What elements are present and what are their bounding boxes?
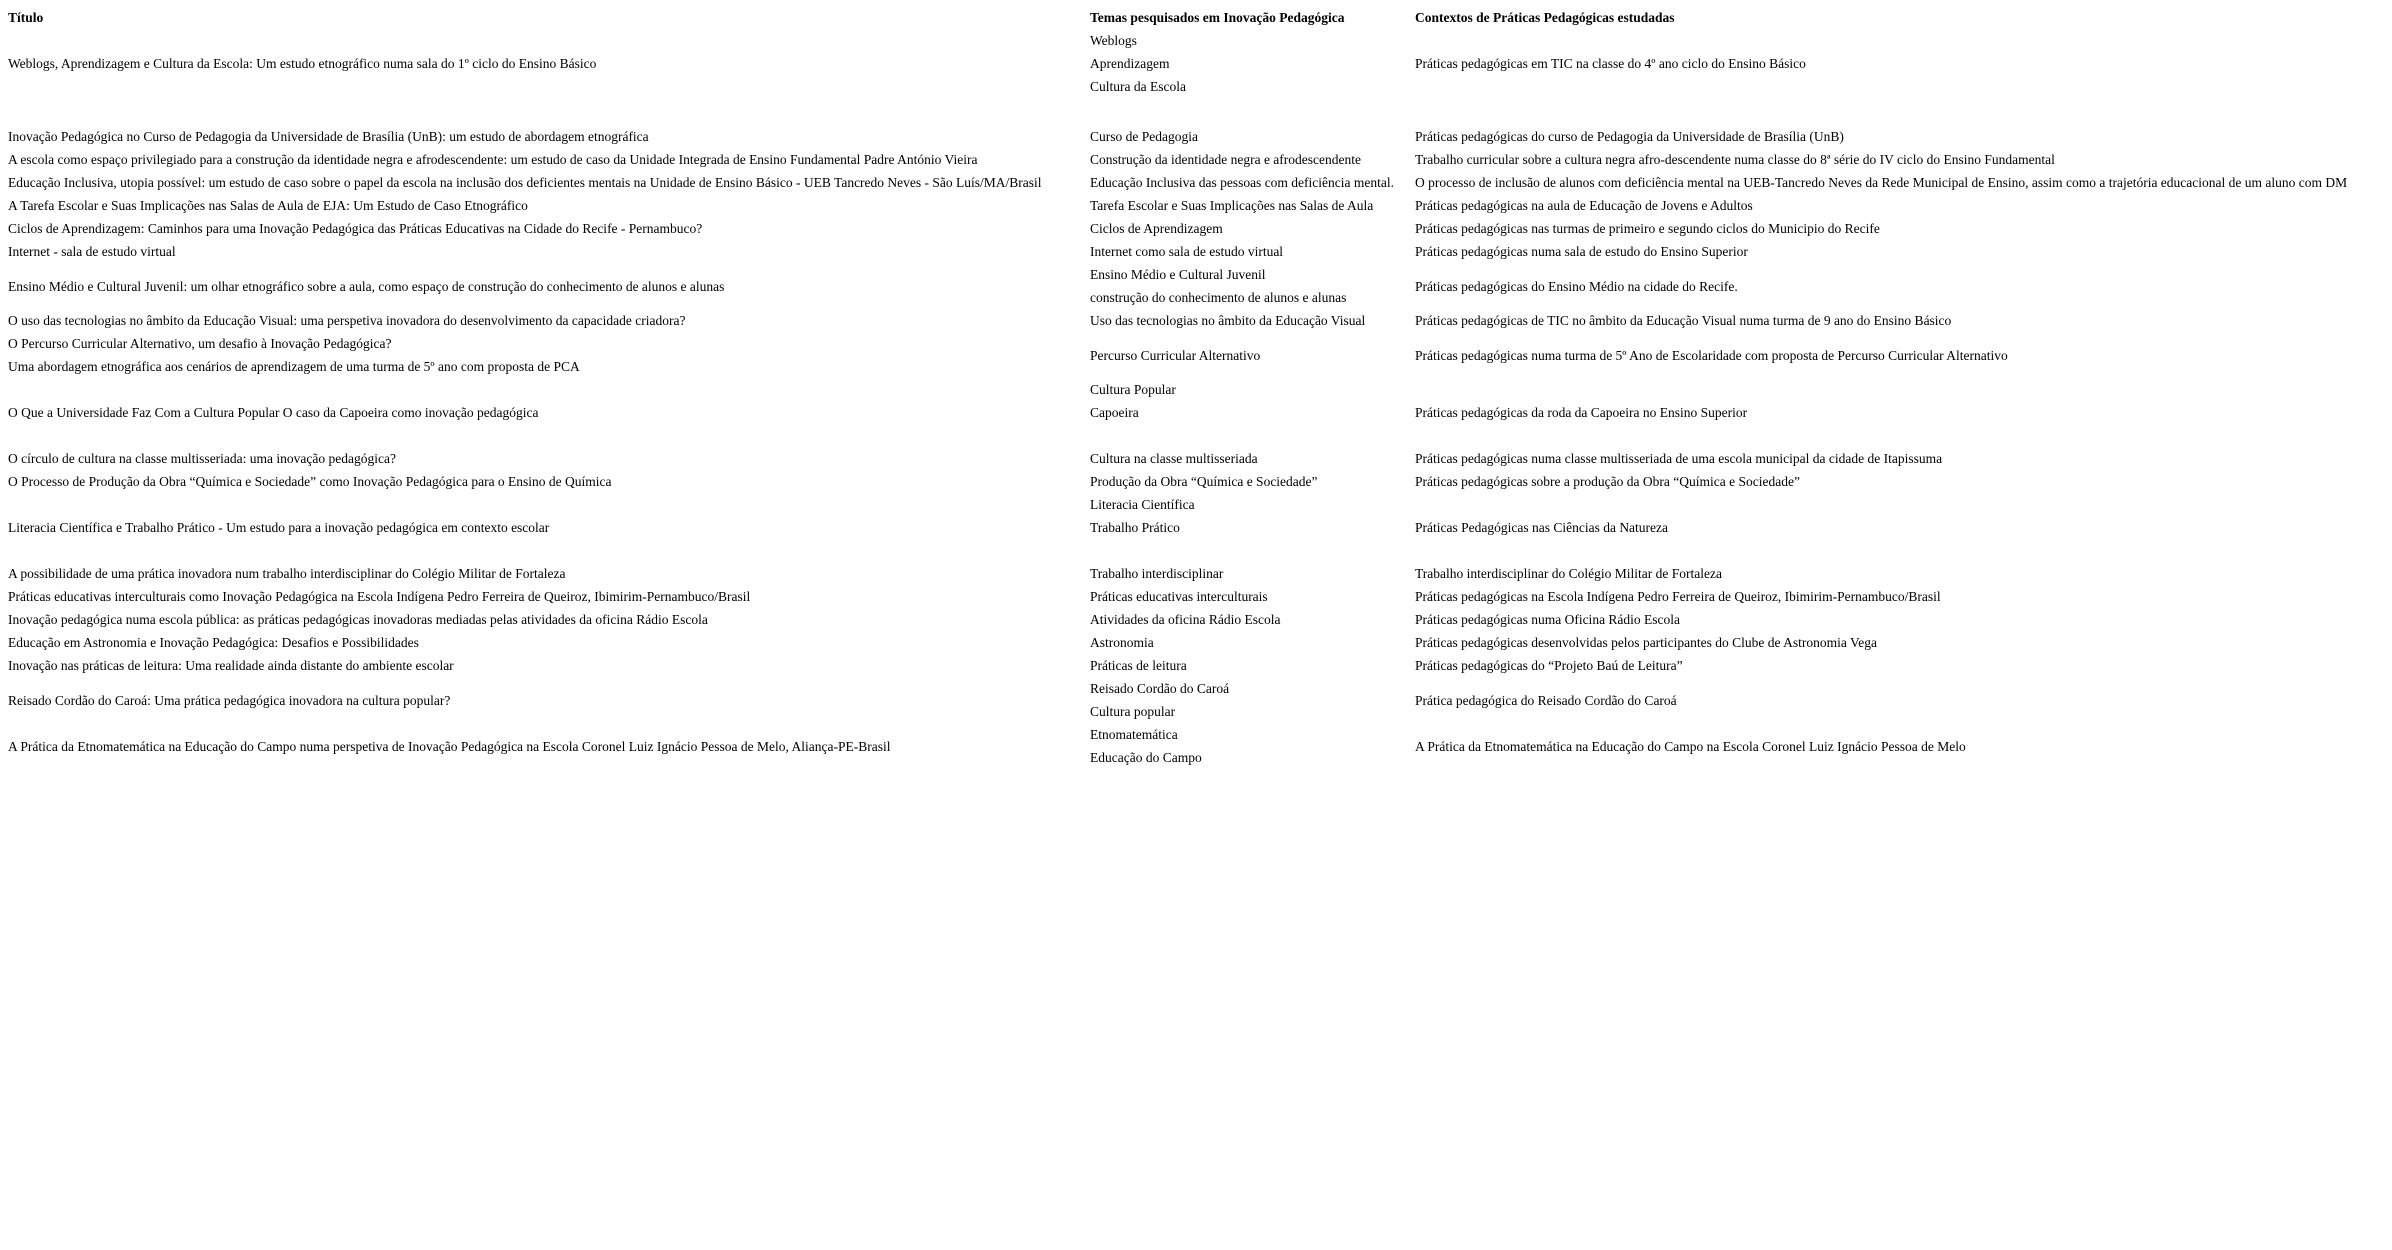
- cell-temas: [1082, 309, 1407, 332]
- cell-temas: [1082, 332, 1407, 378]
- cell-contextos: [1407, 29, 2392, 98]
- cell-contextos: [1407, 378, 2392, 424]
- cell-titulo: [0, 493, 1082, 539]
- cell-line: Cultura Popular: [1090, 382, 1176, 397]
- header-row: [0, 6, 2392, 29]
- cell-line: Práticas educativas interculturais: [1090, 589, 1268, 604]
- cell-line: O processo de inclusão de alunos com deficiência mental na UEB-Tancredo Neves da Rede Municipal de Ensino, assim como a trajetória educacional de um aluno com DM: [1415, 175, 2348, 190]
- cell-line: Uso das tecnologias no âmbito da Educação Visual: [1090, 313, 1366, 328]
- cell-temas: [1082, 539, 1407, 585]
- cell-line: Weblogs, Aprendizagem e Cultura da Escola: Um estudo etnográfico numa sala do 1º ciclo do Ensino Básico: [8, 56, 597, 71]
- table-row: [0, 654, 2392, 677]
- cell-line: O uso das tecnologias no âmbito da Educação Visual: uma perspetiva inovadora do desenvolvimento da capacidade criadora?: [8, 313, 686, 328]
- cell-line: A Tarefa Escolar e Suas Implicações nas Salas de Aula de EJA: Um Estudo de Caso Etnográfico: [8, 198, 528, 213]
- cell-line: Educação em Astronomia e Inovação Pedagógica: Desafios e Possibilidades: [8, 635, 419, 650]
- cell-line: Práticas Pedagógicas nas Ciências da Natureza: [1415, 520, 1669, 535]
- cell-line: Ensino Médio e Cultural Juvenil: um olhar etnográfico sobre a aula, como espaço de construção do conhecimento de alunos e alunas: [8, 278, 725, 294]
- cell-line: Astronomia: [1090, 635, 1154, 650]
- cell-line: Reisado Cordão do Caroá: Uma prática pedagógica inovadora na cultura popular?: [8, 692, 451, 708]
- cell-line: Cultura na classe multisseriada: [1090, 451, 1258, 466]
- table-row: [0, 148, 2392, 171]
- cell-temas: [1082, 263, 1407, 309]
- column-header-temas: Temas pesquisados em Inovação Pedagógica: [1090, 10, 1345, 25]
- table-row: [0, 240, 2392, 263]
- cell-line: Literacia Científica: [1090, 497, 1195, 512]
- cell-titulo: [0, 332, 1082, 378]
- cell-temas: [1082, 171, 1407, 194]
- cell-titulo: [0, 608, 1082, 631]
- cell-contextos: [1407, 217, 2392, 240]
- cell-titulo: [0, 240, 1082, 263]
- cell-temas: [1082, 493, 1407, 539]
- cell-line: Capoeira: [1090, 405, 1139, 420]
- cell-temas: [1082, 424, 1407, 470]
- cell-temas: [1082, 240, 1407, 263]
- cell-line: Práticas pedagógicas sobre a produção da Obra “Química e Sociedade”: [1415, 474, 1800, 489]
- cell-contextos: [1407, 677, 2392, 723]
- cell-temas: [1082, 378, 1407, 424]
- cell-contextos: [1407, 309, 2392, 332]
- table-row: [0, 217, 2392, 240]
- cell-line: Ensino Médio e Cultural Juvenil: [1090, 267, 1266, 282]
- cell-titulo: [0, 631, 1082, 654]
- cell-titulo: [0, 148, 1082, 171]
- cell-line: Práticas pedagógicas numa Oficina Rádio Escola: [1415, 612, 1681, 627]
- cell-contextos: [1407, 240, 2392, 263]
- cell-line: Práticas pedagógicas do curso de Pedagogia da Universidade de Brasília (UnB): [1415, 129, 1844, 144]
- cell-titulo: [0, 677, 1082, 723]
- cell-line: O Processo de Produção da Obra “Química e Sociedade” como Inovação Pedagógica para o Ensino de Química: [8, 474, 612, 489]
- cell-line: Práticas de leitura: [1090, 658, 1187, 673]
- cell-line: Práticas pedagógicas numa turma de 5º Ano de Escolaridade com proposta de Percurso Curricular Alternativo: [1415, 347, 2008, 363]
- table-body: [0, 29, 2392, 769]
- cell-line: Internet como sala de estudo virtual: [1090, 244, 1284, 259]
- studies-table: [0, 6, 2392, 769]
- cell-line: Práticas pedagógicas do Ensino Médio na cidade do Recife.: [1415, 278, 1738, 294]
- cell-line: O Que a Universidade Faz Com a Cultura Popular O caso da Capoeira como inovação pedagógica: [8, 405, 539, 420]
- cell-line: Práticas pedagógicas na aula de Educação de Jovens e Adultos: [1415, 198, 1753, 213]
- cell-line: Práticas pedagógicas de TIC no âmbito da Educação Visual numa turma de 9 ano do Ensino Básico: [1415, 313, 1952, 328]
- cell-line: Educação do Campo: [1090, 750, 1202, 765]
- cell-contextos: [1407, 493, 2392, 539]
- cell-temas: [1082, 217, 1407, 240]
- table-row: [0, 723, 2392, 769]
- cell-titulo: [0, 539, 1082, 585]
- table-row: [0, 585, 2392, 608]
- table-row: [0, 424, 2392, 470]
- table-row: [0, 378, 2392, 424]
- cell-line: Trabalho interdisciplinar: [1090, 566, 1224, 581]
- cell-line: Aprendizagem: [1090, 56, 1170, 71]
- cell-contextos: [1407, 98, 2392, 148]
- cell-temas: [1082, 98, 1407, 148]
- cell-line: Internet - sala de estudo virtual: [8, 244, 176, 259]
- cell-titulo: [0, 29, 1082, 98]
- cell-line: Práticas educativas interculturais como Inovação Pedagógica na Escola Indígena Pedro Ferreira de Queiroz, Ibimirim-Pernambuco/Brasil: [8, 589, 751, 604]
- table-row: [0, 171, 2392, 194]
- cell-contextos: [1407, 148, 2392, 171]
- cell-line: Práticas pedagógicas do “Projeto Baú de Leitura”: [1415, 658, 1683, 673]
- cell-titulo: [0, 309, 1082, 332]
- cell-line: Prática pedagógica do Reisado Cordão do Caroá: [1415, 692, 1677, 708]
- column-header-titulo: Título: [8, 10, 44, 25]
- cell-line: Práticas pedagógicas numa sala de estudo do Ensino Superior: [1415, 244, 1748, 259]
- cell-contextos: [1407, 194, 2392, 217]
- cell-temas: [1082, 470, 1407, 493]
- cell-line: Atividades da oficina Rádio Escola: [1090, 612, 1281, 627]
- cell-contextos: [1407, 723, 2392, 769]
- cell-line: Weblogs: [1090, 33, 1137, 48]
- cell-titulo: [0, 171, 1082, 194]
- cell-titulo: [0, 378, 1082, 424]
- cell-contextos: [1407, 608, 2392, 631]
- cell-temas: [1082, 654, 1407, 677]
- cell-contextos: [1407, 539, 2392, 585]
- cell-line: Reisado Cordão do Caroá: [1090, 681, 1230, 696]
- cell-line: Trabalho Prático: [1090, 520, 1180, 535]
- cell-titulo: [0, 424, 1082, 470]
- cell-temas: [1082, 723, 1407, 769]
- cell-line: A Prática da Etnomatemática na Educação do Campo numa perspetiva de Inovação Pedagógica na Escola Coronel Luiz Ignácio Pessoa de Melo, Aliança-PE-Brasil: [8, 738, 891, 754]
- table-row: [0, 309, 2392, 332]
- cell-line: Práticas pedagógicas nas turmas de primeiro e segundo ciclos do Municipio do Recife: [1415, 221, 1880, 236]
- cell-temas: [1082, 194, 1407, 217]
- cell-contextos: [1407, 470, 2392, 493]
- cell-temas: [1082, 148, 1407, 171]
- cell-titulo: [0, 470, 1082, 493]
- cell-line: Práticas pedagógicas na Escola Indígena Pedro Ferreira de Queiroz, Ibimirim-Pernambuco/Brasil: [1415, 589, 1941, 604]
- cell-line: construção do conhecimento de alunos e alunas: [1090, 290, 1347, 305]
- table-row: [0, 29, 2392, 98]
- cell-temas: [1082, 631, 1407, 654]
- cell-line: Literacia Científica e Trabalho Prático - Um estudo para a inovação pedagógica em contexto escolar: [8, 520, 550, 535]
- cell-temas: [1082, 585, 1407, 608]
- cell-contextos: [1407, 332, 2392, 378]
- table-row: [0, 631, 2392, 654]
- column-header-contextos: Contextos de Práticas Pedagógicas estudadas: [1415, 10, 1675, 25]
- cell-temas: [1082, 608, 1407, 631]
- cell-contextos: [1407, 424, 2392, 470]
- table-row: [0, 608, 2392, 631]
- table-row: [0, 470, 2392, 493]
- cell-titulo: [0, 98, 1082, 148]
- cell-temas: [1082, 677, 1407, 723]
- cell-line: Educação Inclusiva, utopia possível: um estudo de caso sobre o papel da escola na inclusão dos deficientes mentais na Unidade de Ensino Básico - UEB Tancredo Neves - São Luís/MA/Brasil: [8, 175, 1042, 190]
- cell-line: Curso de Pedagogia: [1090, 129, 1198, 144]
- cell-line: Etnomatemática: [1090, 727, 1178, 742]
- cell-line: Construção da identidade negra e afrodescendente: [1090, 152, 1362, 167]
- cell-line: Inovação Pedagógica no Curso de Pedagogia da Universidade de Brasília (UnB): um estudo de abordagem etnográfica: [8, 129, 649, 144]
- cell-line: A escola como espaço privilegiado para a construção da identidade negra e afrodescendente: um estudo de caso da Unidade Integrada de Ensino Fundamental Padre António Vieira: [8, 152, 978, 167]
- cell-titulo: [0, 217, 1082, 240]
- cell-contextos: [1407, 585, 2392, 608]
- cell-line: Trabalho interdisciplinar do Colégio Militar de Fortaleza: [1415, 566, 1722, 581]
- cell-titulo: [0, 654, 1082, 677]
- cell-line: Cultura da Escola: [1090, 79, 1186, 94]
- cell-titulo: [0, 194, 1082, 217]
- cell-temas: [1082, 29, 1407, 98]
- cell-line: Ciclos de Aprendizagem: [1090, 221, 1223, 236]
- cell-line: O Percurso Curricular Alternativo, um desafio à Inovação Pedagógica?: [8, 336, 392, 351]
- cell-titulo: [0, 263, 1082, 309]
- cell-line: A possibilidade de uma prática inovadora num trabalho interdisciplinar do Colégio Militar de Fortaleza: [8, 566, 566, 581]
- cell-contextos: [1407, 654, 2392, 677]
- cell-line: Produção da Obra “Química e Sociedade”: [1090, 474, 1318, 489]
- cell-line: Práticas pedagógicas numa classe multisseriada de uma escola municipal da cidade de Itapissuma: [1415, 451, 1943, 466]
- cell-line: Práticas pedagógicas em TIC na classe do 4º ano ciclo do Ensino Básico: [1415, 56, 1806, 71]
- table-row: [0, 493, 2392, 539]
- cell-line: A Prática da Etnomatemática na Educação do Campo na Escola Coronel Luiz Ignácio Pessoa de Melo: [1415, 738, 1966, 754]
- table-row: [0, 677, 2392, 723]
- table-row: [0, 539, 2392, 585]
- cell-contextos: [1407, 263, 2392, 309]
- table-row: [0, 332, 2392, 378]
- cell-titulo: [0, 585, 1082, 608]
- table-row: [0, 98, 2392, 148]
- cell-line: Inovação pedagógica numa escola pública: as práticas pedagógicas inovadoras mediadas pelas atividades da oficina Rádio Escola: [8, 612, 708, 627]
- cell-line: Educação Inclusiva das pessoas com deficiência mental.: [1090, 175, 1395, 190]
- table-row: [0, 263, 2392, 309]
- cell-line: Práticas pedagógicas da roda da Capoeira no Ensino Superior: [1415, 405, 1748, 420]
- cell-titulo: [0, 723, 1082, 769]
- table-row: [0, 194, 2392, 217]
- cell-line: Percurso Curricular Alternativo: [1090, 347, 1261, 363]
- cell-contextos: [1407, 171, 2392, 194]
- cell-contextos: [1407, 631, 2392, 654]
- cell-line: Trabalho curricular sobre a cultura negra afro-descendente numa classe do 8ª série do IV ciclo do Ensino Fundamental: [1415, 152, 2055, 167]
- cell-line: Inovação nas práticas de leitura: Uma realidade ainda distante do ambiente escolar: [8, 658, 454, 673]
- cell-line: Uma abordagem etnográfica aos cenários de aprendizagem de uma turma de 5º ano com proposta de PCA: [8, 359, 580, 374]
- cell-line: O círculo de cultura na classe multisseriada: uma inovação pedagógica?: [8, 451, 396, 466]
- cell-line: Tarefa Escolar e Suas Implicações nas Salas de Aula: [1090, 198, 1374, 213]
- cell-line: Ciclos de Aprendizagem: Caminhos para uma Inovação Pedagógica das Práticas Educativas na Cidade do Recife - Pernambuco?: [8, 221, 703, 236]
- cell-line: Cultura popular: [1090, 704, 1176, 719]
- cell-line: Práticas pedagógicas desenvolvidas pelos participantes do Clube de Astronomia Vega: [1415, 635, 1878, 650]
